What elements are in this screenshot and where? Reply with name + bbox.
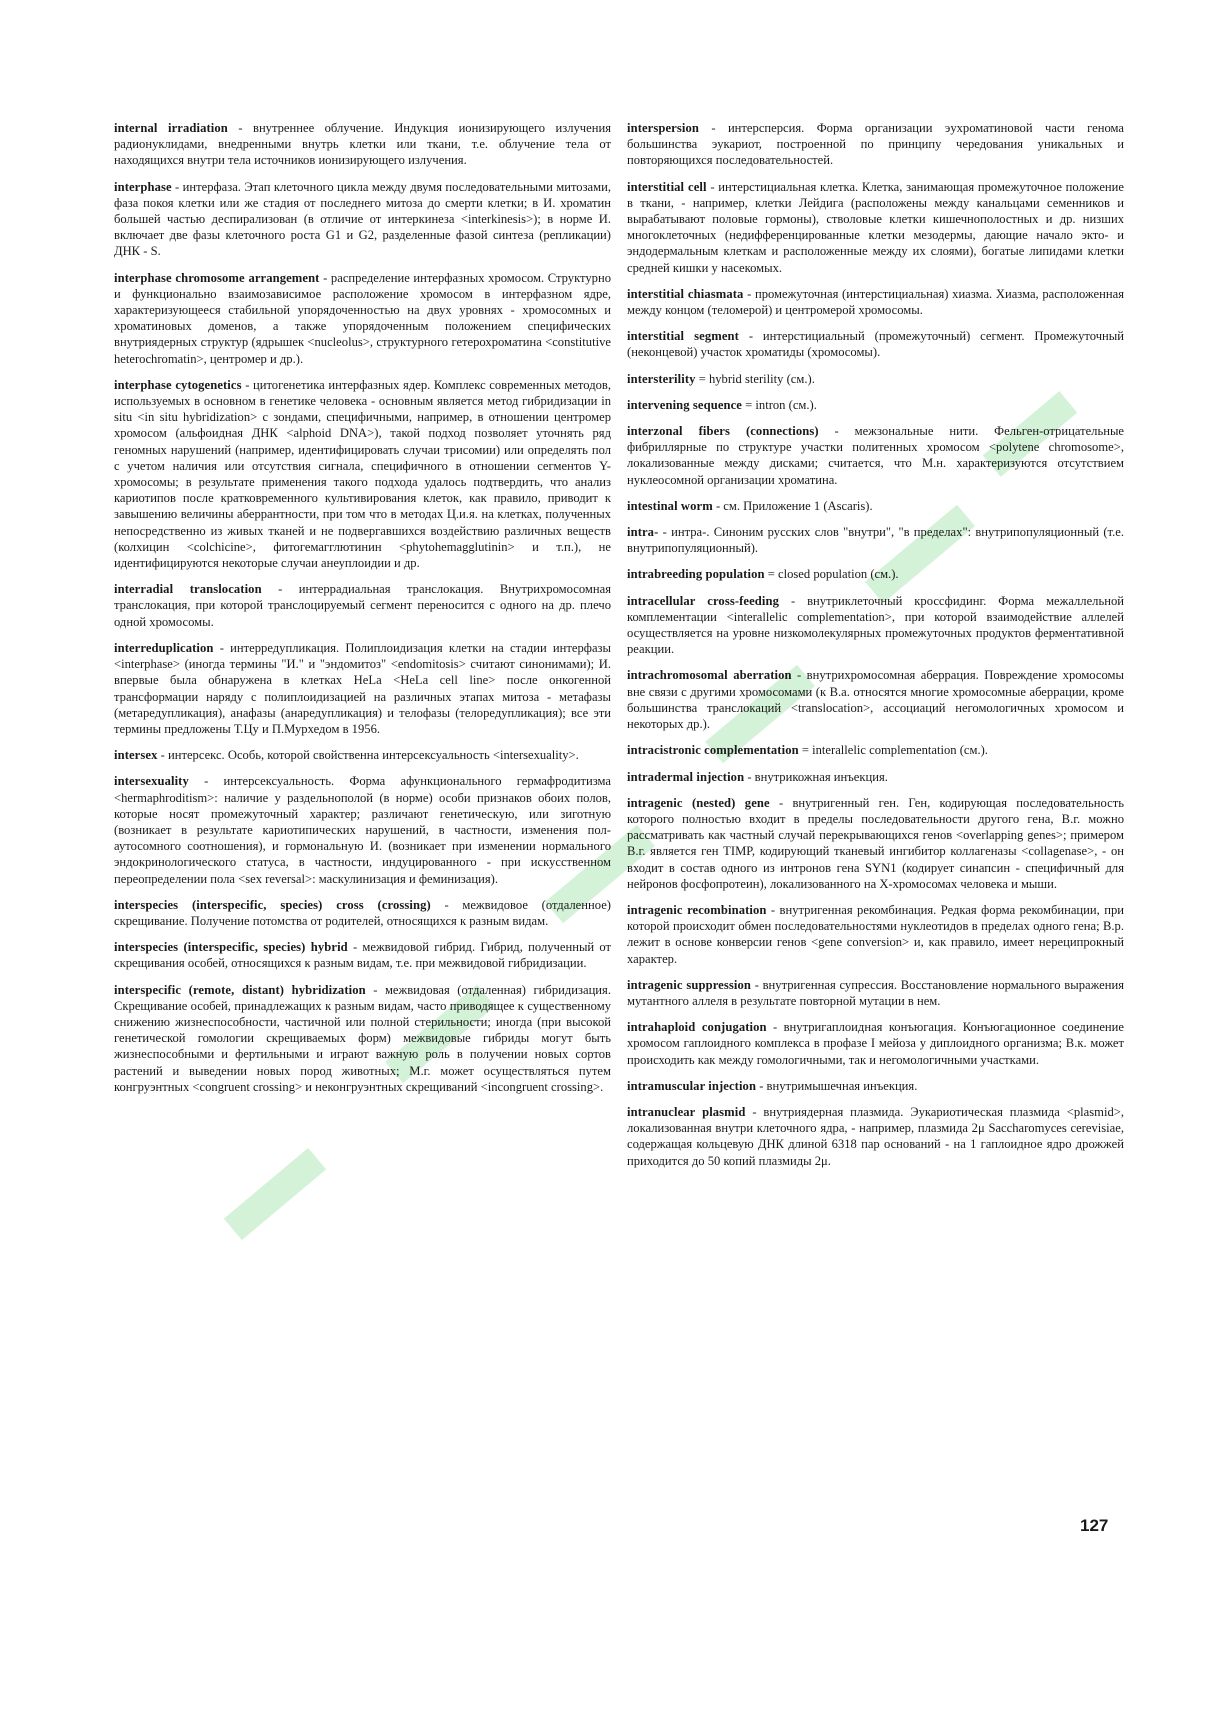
entry-interspecies-hybrid	[114, 939, 611, 971]
entry-term: interzonal fibers (connections)	[627, 424, 819, 439]
entry-term: intersexuality	[114, 774, 189, 789]
entry-definition: - внутриклеточный кроссфидинг. Форма межаллельной комплементации <interallelic complementation>, при которой взаимодействие аллелей осуществляется на уровне низкомолекулярных промежуточных продуктов ферментативной реакции.	[627, 593, 1124, 657]
entry-interspecies-cross	[114, 897, 611, 929]
entry-term: intra-	[627, 525, 659, 540]
entry-intramuscular-injection	[627, 1078, 1124, 1094]
entry-definition: - межвидовое (отдаленное) скрещивание. Получение потомства от родителей, относящихся к разным видам.	[114, 897, 611, 928]
entry-term: intragenic recombination	[627, 902, 767, 917]
entry-term: intracellular cross-feeding	[627, 593, 779, 608]
entry-term: interspecific (remote, distant) hybridization	[114, 982, 366, 997]
entry-intragenic-recombination	[627, 902, 1124, 967]
entry-intestinal-worm	[627, 498, 1124, 514]
entry-term: interradial translocation	[114, 582, 262, 597]
entry-interphase-cytogenetics	[114, 377, 611, 571]
entry-definition: - внутригаплоидная конъюгация. Конъюгационное соединение хромосом гаплоидного комплекса в профазе I мейоза у диплоидного организма; В.к. может происходить как между гомологичными, так и негомологичными участками.	[627, 1020, 1124, 1067]
entry-term: intragenic suppression	[627, 977, 751, 992]
entry-term: interstitial chiasmata	[627, 286, 744, 301]
entry-intrabreeding-population	[627, 566, 1124, 582]
entry-definition: - внутригенный ген. Ген, кодирующая последовательность которого полностью входит в пределы последовательности другого гена, В.г. можно рассматривать как частный случай перекрывающихся генов <overlapping genes>; примером В.г. является ген TIMP, кодирующий тканевый ингибитор коллагеназы <collagenase>, - он входит в состав одного из интронов гена SYN1 (кодирует синапсин - специфичный для нейронов фосфопротеин), локализованного на X-хромосомах человека и мыши.	[627, 795, 1124, 891]
entry-interphase	[114, 179, 611, 260]
entry-term: intersex	[114, 748, 158, 763]
entry-definition: - промежуточная (интерстициальная) хиазма. Хиазма, расположенная между концом (теломерой) и центромерой хромосомы.	[627, 286, 1124, 318]
page-number: 127	[1080, 1516, 1109, 1535]
entry-definition: - внутригенная рекомбинация. Редкая форма рекомбинации, при которой происходит обмен последовательностями нуклеотидов в пределах одного гена; В.р. лежит в основе конверсии генов <gene conversion> и, как правило, имеет нереципрокный характер.	[627, 902, 1124, 966]
entry-term: intersterility	[627, 371, 696, 386]
entry-term: intramuscular injection	[627, 1078, 757, 1093]
entry-definition: - интерфаза. Этап клеточного цикла между двумя последовательными митозами, фаза покоя клетки или же стадия от последнего митоза до смерти клетки; в И. хроматин большей частью деспирализован (в отличие от интеркинеза <interkinesis>); в норме И. включает две фазы клеточного роста G1 и G2, разделенные фазой синтеза (репликации) ДНК - S.	[114, 179, 611, 259]
entry-definition: - внутрихромосомная аберрация. Повреждение хромосомы вне связи с другими хромосомами (к В.а. относятся многие хромосомные аберрации, кроме большинства транслокаций <translocation>, ассоциаций негомологичных хромосом и некоторых др.).	[627, 668, 1124, 732]
entry-definition: - внутригенная супрессия. Восстановление нормального выражения мутантного аллеля в результате повторной мутации в нем.	[627, 977, 1124, 1008]
entry-intersexuality	[114, 773, 611, 886]
entry-definition: - внутримышечная инъекция.	[756, 1078, 918, 1093]
entry-term: intestinal worm	[627, 498, 713, 513]
entry-interreduplication	[114, 640, 611, 737]
entry-internal-irradiation	[114, 120, 611, 169]
entry-intragenic-suppression	[627, 977, 1124, 1009]
entry-term: intracistronic complementation	[627, 743, 799, 758]
entry-definition: = hybrid sterility (см.).	[695, 371, 815, 386]
entry-definition: - межвидовой гибрид. Гибрид, полученный от скрещивания особей, относящихся к разным видам, т.е. при межвидовой гибридизации.	[114, 940, 611, 971]
entry-intranuclear-plasmid	[627, 1104, 1124, 1169]
entry-term: internal irradiation	[114, 121, 228, 135]
entry-definition: = closed population (см.).	[764, 567, 899, 582]
entry-interstitial-chiasmata	[627, 286, 1124, 318]
entry-term: intranuclear plasmid	[627, 1104, 746, 1119]
entry-term: interspecies (interspecific, species) cross (crossing)	[114, 897, 431, 912]
entry-intrachromosomal-aberration	[627, 667, 1124, 732]
entry-intradermal-injection	[627, 769, 1124, 785]
entry-term: intrahaploid conjugation	[627, 1020, 767, 1035]
entry-definition: - интерстициальная клетка. Клетка, занимающая промежуточное положение в ткани, - например, клетки Лейдига (расположены между канальцами семенников и вырабатывают половые гормоны), стволовые клетки кишечнополостных и др. низших многоклеточных (недифференцированные клетки мезодермы, дающие начало экто- и эндодермальным клеткам и расположенные между их слоями), богатые липидами клетки средней кишки у насекомых.	[627, 179, 1125, 275]
entry-term: intervening sequence	[627, 397, 742, 412]
entry-definition: - интерсексуальность. Форма афункционального гермафродитизма <hermaphroditism>: наличие у раздельнополой (в норме) особи признаков обоих полов, которые носят промежуточный характер; различают генетическую, или зиготную (возникает в результате кариотипических нарушений, в частности, изменения пол-аутосомного соотношения), и гормональную И. (возникает при изменении нормального эндокринологического статуса, в частности, индуцированного - при искусственном переопределении пола <sex reversal>: маскулинизация и феминизация).	[114, 774, 611, 886]
entry-term: intrachromosomal aberration	[627, 668, 792, 683]
entry-intracistronic-complementation	[627, 742, 1124, 758]
entry-intrahaploid-conjugation	[627, 1019, 1124, 1068]
entry-definition: - межвидовая (отдаленная) гибридизация. Скрещивание особей, принадлежащих к разным видам, часто приводящее к существенному снижению жизнеспособности, частичной или полной стерильности; иногда (при высокой генетической гомологии скрещиваемых форм) межвидовые гибриды могут быть жизнеспособными и фертильными и играют важную роль в получении новых сортов растений и выведении новых пород животных; М.г. может осуществляться путем конгруэнтных <congruent crossing> и неконгруэнтных скрещиваний <incongruent crossing>.	[114, 982, 611, 1094]
entry-definition: - интра-. Синоним русских слов "внутри", "в пределах": внутрипопуляционный (т.е. внутрипопуляционный).	[627, 525, 1124, 556]
entry-intra	[627, 524, 1124, 556]
entry-term: intragenic (nested) gene	[627, 795, 770, 810]
entry-definition: = intron (см.).	[742, 397, 817, 412]
entry-intersterility	[627, 371, 1124, 387]
entry-intragenic-gene	[627, 795, 1124, 892]
entry-term: interspecies (interspecific, species) hybrid	[114, 940, 348, 955]
entry-definition: - внутрикожная инъекция.	[744, 769, 888, 784]
entry-term: intrabreeding population	[627, 567, 765, 582]
entry-term: intradermal injection	[627, 769, 745, 784]
entry-definition: - интеррадиальная транслокация. Внутрихромосомная транслокация, при которой транслоцируемый сегмент переносится с одного на др. плечо одной хромосомы.	[114, 582, 611, 629]
left-column	[114, 120, 611, 1105]
entry-definition: - интерсперсия. Форма организации эухроматиновой части генома большинства эукариот, построенной по принципу чередования уникальных и повторяющихся последовательностей.	[627, 121, 1124, 168]
entry-definition: - распределение интерфазных хромосом. Структурно и функционально взаимозависимое расположение хромосом в интерфазном ядре, характеризующееся стабильной упорядоченностью на двух уровнях - хромосомных и хроматиновых доменов, а также упорядоченным положением специфических внутриядерных структур (ядрышек <nucleolus>, структурного гетерохроматина <constitutive heterochromatin>, центромер и др.).	[114, 270, 612, 366]
entry-term: interreduplication	[114, 640, 214, 655]
entry-definition: - внутреннее облучение. Индукция ионизирующего излучения радионуклидами, внедренными внутрь клетки или ткани, т.е. облучение тела от находящихся внутри тела источников ионизирующего излучения.	[114, 121, 612, 168]
entry-term: interphase chromosome arrangement	[114, 270, 320, 285]
entry-intersex	[114, 747, 611, 763]
entry-definition: - внутриядерная плазмида. Эукариотическая плазмида <plasmid>, локализованная внутри клеточного ядра, - например, плазмида 2μ Saccharomyces cerevisiae, содержащая кольцевую ДНК длиной 6318 пар оснований - на 1 гаплоидное ядро дрожжей приходится до 50 копий плазмиды 2μ.	[627, 1104, 1124, 1168]
entry-term: interspersion	[627, 121, 699, 135]
entry-definition: - интерстициальный (промежуточный) сегмент. Промежуточный (неконцевой) участок хроматиды (хромосомы).	[627, 329, 1124, 360]
entry-definition: - см. Приложение 1 (Ascaris).	[712, 498, 873, 513]
entry-interzonal-fibers	[627, 423, 1124, 488]
entry-term: interphase cytogenetics	[114, 377, 242, 392]
entry-term: interstitial cell	[627, 179, 707, 194]
entry-term: interphase	[114, 179, 172, 194]
entry-interradial-translocation	[114, 581, 611, 630]
entry-intervening-sequence	[627, 397, 1124, 413]
entry-interstitial-cell	[627, 179, 1124, 276]
entry-interstitial-segment	[627, 328, 1124, 360]
entry-definition: - цитогенетика интерфазных ядер. Комплекс современных методов, используемых в основном в генетике человека - основным является метод гибридизации in situ <in situ hybridization> с зондами, специфичными, например, в отношении центромер хромосом (альфоидная ДНК <alphoid DNA>), такой подход позволяет уточнять ряд геномных нарушений (например, идентифицировать случаи трисомии) или определять пол с учетом наличия или отсутствия сигнала, специфичного в отношении сегментов Y-хромосомы; в результате применения такого подхода удалось подтвердить, что анализ кариотипов после кратковременного культивирования клеток, как правило, приводит к завышению величины аберрантности, при том что в методах Ц.и.я. на клетках, полученных непосредственно из живых тканей и не подвергавшихся воздействию различных веществ (колхицин <colchicine>, фитогемагглютинин <phytohemagglutinin> и т.п.), не идентифицируются некоторые случаи анеуплоидии и др.	[114, 377, 611, 571]
entry-definition: - межзональные нити. Фельген-отрицательные фибриллярные по структуре участки политенных хромосом <polytene chromosome>, локализованные между дисками; считается, что М.н. характеризуются отсутствием нуклеосомной организации хроматина.	[627, 424, 1124, 487]
entry-definition: - интерсекс. Особь, которой свойственна интерсексуальность <intersexuality>.	[157, 748, 579, 763]
entry-intracellular-cross-feeding	[627, 593, 1124, 658]
entry-interspersion	[627, 120, 1124, 169]
entry-definition: - интерредупликация. Полиплоидизация клетки на стадии интерфазы <interphase> (иногда термины "И." и "эндомитоз" <endomitosis> считают синонимами); И. впервые была обнаружена в клетках HeLa <HeLa cell line> после онкогенной трансформации наряду с полиплоидизацией на различных этапах митоза - метафазы (метаредупликация), анафазы (анаредупликация) и телофазы (телоредупликация); все эти термины предложены Т.Цу и П.Мурхедом в 1956.	[114, 640, 611, 736]
entry-definition: = interallelic complementation (см.).	[798, 743, 988, 758]
right-column	[627, 120, 1124, 1179]
entry-interphase-chromosome-arrangement	[114, 270, 611, 367]
entry-interspecific-hybridization	[114, 982, 611, 1095]
entry-term: interstitial segment	[627, 329, 739, 344]
